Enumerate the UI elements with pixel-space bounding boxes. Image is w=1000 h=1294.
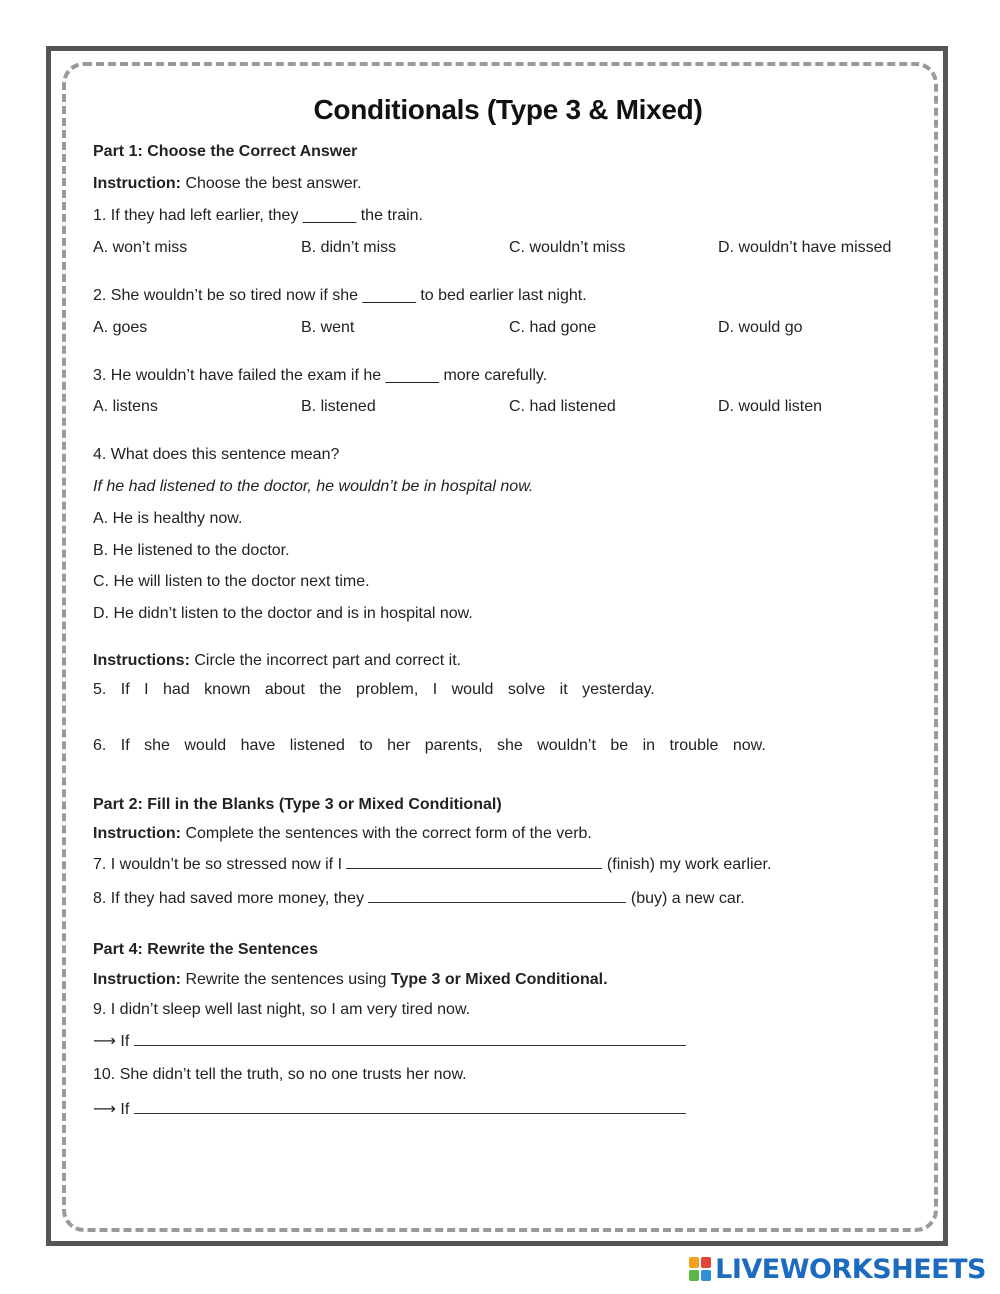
part4-instruction-text: Rewrite the sentences using [185,971,387,988]
q10-answer-row [93,1099,686,1120]
question-9: 9. I didn’t sleep well last night, so I am very tired now. [93,1001,471,1018]
liveworksheets-logo[interactable] [689,1252,986,1286]
liveworksheets-logo-icon [689,1257,711,1281]
question-2: 2. She wouldn’t be so tired now if she ______ to bed earlier last night. [93,287,587,304]
question-7 [93,854,771,875]
logo-text: LIVEWORKSHEETS [715,1253,986,1285]
part4-instruction [93,970,608,990]
question-1: 1. If they had left earlier, they ______ the train. [93,207,423,224]
part2-instruction [93,824,592,844]
worksheet-content [93,90,923,1118]
q10-arrow-if: ⟶ If [93,1101,130,1118]
instruction-text: Choose the best answer. [185,175,362,192]
part2-instruction-text: Complete the sentences with the correct form of the verb. [185,825,592,842]
q9-arrow-if: ⟶ If [93,1033,130,1050]
q3-option-d[interactable]: D. would listen [718,398,823,415]
part4-heading: Part 4: Rewrite the Sentences [93,941,318,958]
q8-answer-blank[interactable] [368,888,626,903]
q3-option-c[interactable]: C. had listened [509,398,616,415]
question-10: 10. She didn’t tell the truth, so no one trusts her now. [93,1066,467,1083]
q2-option-d[interactable]: D. would go [718,319,803,336]
q2-option-b[interactable]: B. went [301,319,355,336]
q1-option-a[interactable]: A. won’t miss [93,239,188,256]
question-3: 3. He wouldn’t have failed the exam if he ______ more carefully. [93,367,548,384]
q4-option-c[interactable]: C. He will listen to the doctor next time. [93,573,370,590]
question-5[interactable]: 5. If I had known about the problem, I would solve it yesterday. [93,681,655,698]
q2-option-a[interactable]: A. goes [93,319,148,336]
q8-after: (buy) a new car. [630,890,745,907]
q4-sentence: If he had listened to the doctor, he wouldn’t be in hospital now. [93,478,534,495]
question-6[interactable]: 6. If she would have listened to her parents, she wouldn’t be in trouble now. [93,737,766,754]
q9-answer-blank[interactable] [134,1031,686,1046]
q7-after: (finish) my work earlier. [606,856,772,873]
question-8 [93,888,745,909]
instruction2-label: Instructions: [93,652,190,669]
part1-instruction [93,174,362,194]
part4-instruction-label: Instruction: [93,971,181,988]
q4-option-b[interactable]: B. He listened to the doctor. [93,542,290,559]
q1-option-c[interactable]: C. wouldn’t miss [509,239,626,256]
q9-answer-row [93,1031,686,1052]
q1-option-b[interactable]: B. didn’t miss [301,239,397,256]
part2-heading: Part 2: Fill in the Blanks (Type 3 or Mixed Conditional) [93,796,502,813]
q4-option-a[interactable]: A. He is healthy now. [93,510,243,527]
part4-instruction-bold: Type 3 or Mixed Conditional. [390,971,608,988]
q7-before: 7. I wouldn’t be so stressed now if I [93,856,343,873]
part2-instruction-label: Instruction: [93,825,181,842]
q10-answer-blank[interactable] [134,1099,686,1114]
part1-heading: Part 1: Choose the Correct Answer [93,143,358,160]
q7-answer-blank[interactable] [346,854,602,869]
q4-option-d[interactable]: D. He didn’t listen to the doctor and is in hospital now. [93,605,473,622]
q3-option-a[interactable]: A. listens [93,398,158,415]
instruction2-text: Circle the incorrect part and correct it. [194,652,462,669]
q2-option-c[interactable]: C. had gone [509,319,597,336]
q1-option-d[interactable]: D. wouldn’t have missed [718,239,892,256]
question-4: 4. What does this sentence mean? [93,446,340,463]
circle-instruction [93,651,461,671]
q8-before: 8. If they had saved more money, they [93,890,364,907]
instruction-label: Instruction: [93,175,181,192]
q3-option-b[interactable]: B. listened [301,398,376,415]
page-title: Conditionals (Type 3 & Mixed) [313,94,703,125]
